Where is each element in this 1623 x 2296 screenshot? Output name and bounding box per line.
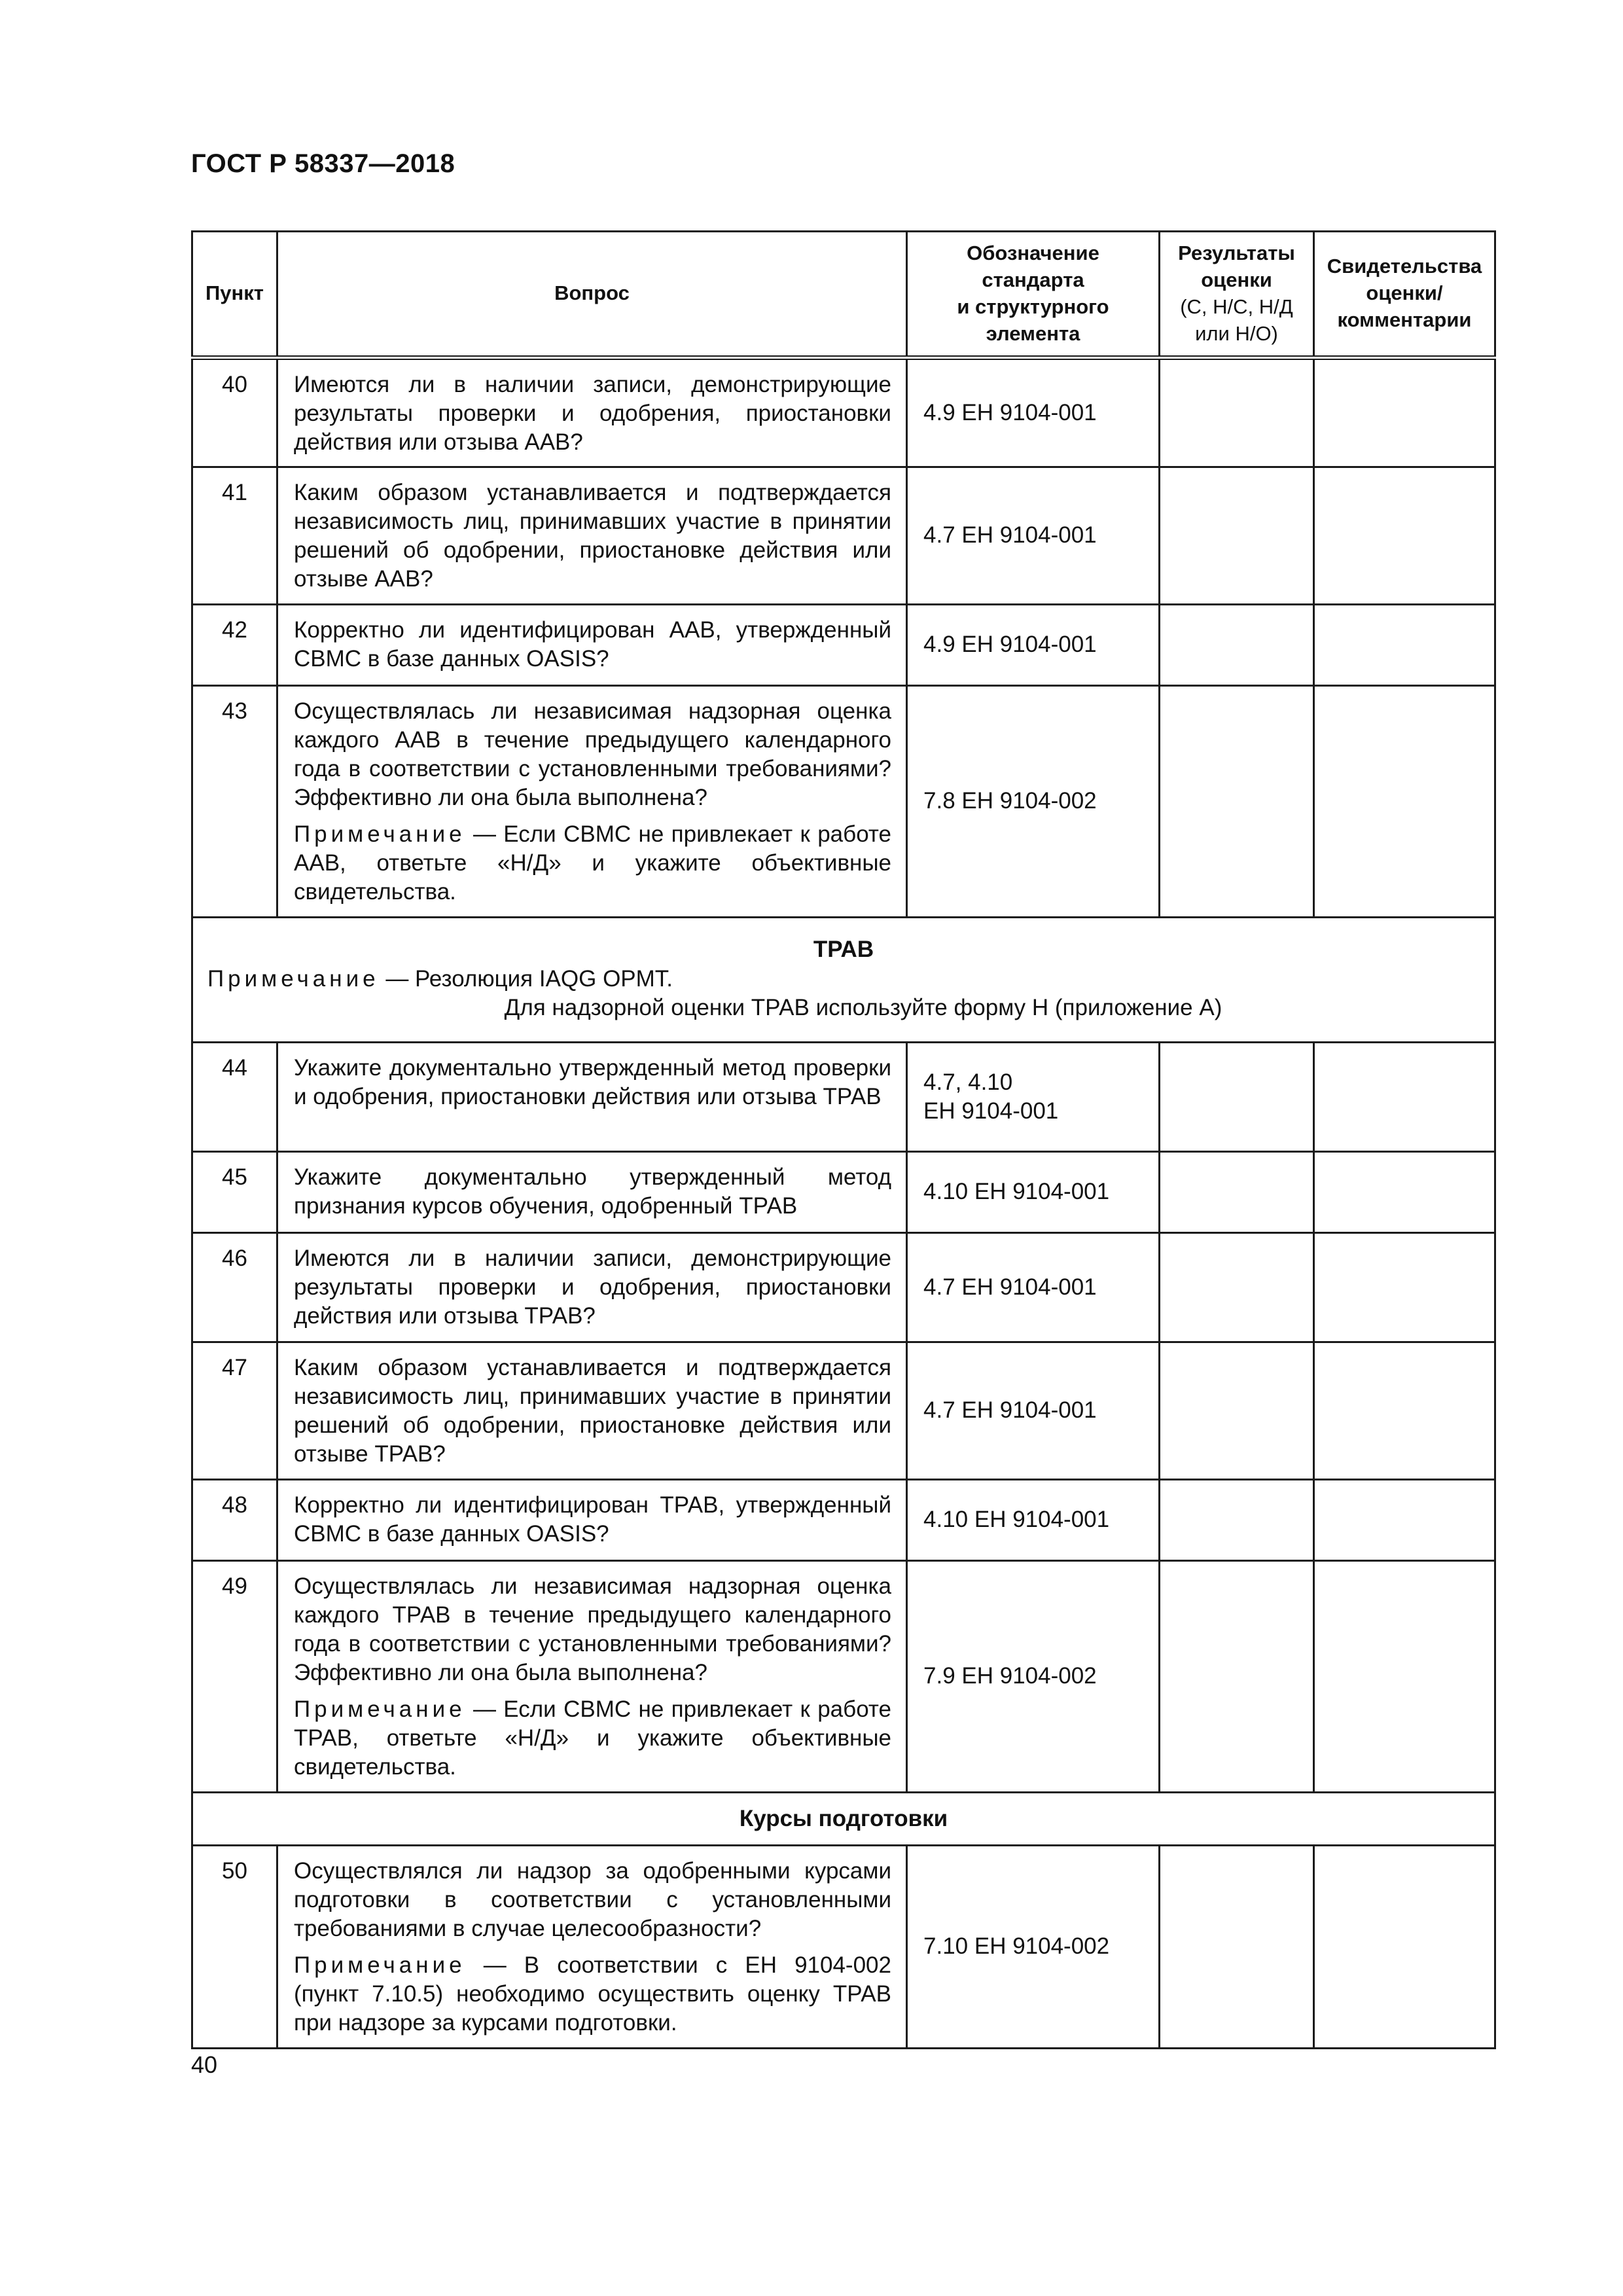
- table-row: [192, 685, 1495, 917]
- row-question: Корректно ли идентифицирован ТРАВ, утвержденный СВМС в базе данных OASIS?: [277, 1479, 907, 1560]
- row-number: 42: [192, 604, 277, 685]
- column-header-num: Пункт: [192, 232, 277, 358]
- result-cell[interactable]: [1160, 604, 1314, 685]
- section-title: ТРАВ: [813, 937, 874, 963]
- table-row: [192, 357, 1495, 467]
- column-header-result: Результаты оценки (С, Н/С, Н/Д или Н/О): [1160, 232, 1314, 358]
- note-label: Примечание: [294, 1696, 466, 1722]
- row-standard-ref: 4.10 ЕН 9104-001: [907, 1151, 1160, 1232]
- checklist-table: [191, 230, 1496, 2049]
- evidence-cell[interactable]: [1314, 1042, 1495, 1151]
- section-row-courses: [192, 1792, 1495, 1845]
- row-number: 41: [192, 467, 277, 604]
- row-standard-ref: 4.9 ЕН 9104-001: [907, 604, 1160, 685]
- row-number: 45: [192, 1151, 277, 1232]
- evidence-cell[interactable]: [1314, 1479, 1495, 1560]
- note-label: Примечание: [294, 821, 466, 847]
- result-cell[interactable]: [1160, 1232, 1314, 1342]
- result-cell[interactable]: [1160, 1042, 1314, 1151]
- table-row: [192, 1560, 1495, 1792]
- row-standard-ref: 4.7 ЕН 9104-001: [907, 467, 1160, 604]
- row-standard-ref: 4.7 ЕН 9104-001: [907, 1232, 1160, 1342]
- row-number: 49: [192, 1560, 277, 1792]
- row-question: Имеются ли в наличии записи, демонстрирующие результаты проверки и одобрения, приостановки действия или отзыва ТРАВ?: [277, 1232, 907, 1342]
- column-header-question: Вопрос: [277, 232, 907, 358]
- table-row: [192, 604, 1495, 685]
- row-question: Осуществлялась ли независимая надзорная оценка каждого ТРАВ в течение предыдущего календарного года в соответствии с установленными требованиями? Эффективно ли она была выполнена? Примечание — Если СВМС не привлекает к работе ТРАВ, ответьте «Н/Д» и укажите объективные свидетельства.: [277, 1560, 907, 1792]
- result-cell[interactable]: [1160, 357, 1314, 467]
- row-standard-ref: 7.10 ЕН 9104-002: [907, 1845, 1160, 2048]
- result-cell[interactable]: [1160, 1342, 1314, 1479]
- evidence-cell[interactable]: [1314, 1151, 1495, 1232]
- row-question: Корректно ли идентифицирован ААВ, утвержденный СВМС в базе данных OASIS?: [277, 604, 907, 685]
- table-row: [192, 467, 1495, 604]
- table-row: [192, 1232, 1495, 1342]
- row-number: 48: [192, 1479, 277, 1560]
- row-number: 40: [192, 357, 277, 467]
- note-label: Примечание: [207, 965, 380, 992]
- result-cell[interactable]: [1160, 1845, 1314, 2048]
- column-header-standard: Обозначение стандарта и структурного элемента: [907, 232, 1160, 358]
- result-cell[interactable]: [1160, 1560, 1314, 1792]
- row-standard-ref: 4.7, 4.10 ЕН 9104-001: [907, 1042, 1160, 1151]
- row-number: 44: [192, 1042, 277, 1151]
- row-number: 47: [192, 1342, 277, 1479]
- table-row: [192, 1151, 1495, 1232]
- table-row: [192, 1479, 1495, 1560]
- row-standard-ref: 4.10 ЕН 9104-001: [907, 1479, 1160, 1560]
- row-standard-ref: 4.9 ЕН 9104-001: [907, 357, 1160, 467]
- note-label: Примечание: [294, 1952, 466, 1978]
- column-header-evidence: Свидетельства оценки/ комментарии: [1314, 232, 1495, 358]
- table-header-row: [192, 232, 1495, 358]
- row-question: Укажите документально утвержденный метод проверки и одобрения, приостановки действия или отзыва ТРАВ: [277, 1042, 907, 1151]
- result-cell[interactable]: [1160, 685, 1314, 917]
- table-row: [192, 1845, 1495, 2048]
- row-number: 43: [192, 685, 277, 917]
- result-cell[interactable]: [1160, 467, 1314, 604]
- section-row-trav: [192, 917, 1495, 1042]
- evidence-cell[interactable]: [1314, 1560, 1495, 1792]
- row-question: Укажите документально утвержденный метод признания курсов обучения, одобренный ТРАВ: [277, 1151, 907, 1232]
- document-title: ГОСТ Р 58337—2018: [191, 149, 455, 178]
- evidence-cell[interactable]: [1314, 467, 1495, 604]
- page-number: 40: [191, 2051, 218, 2078]
- section-trav: ТРАВ Примечание — Резолюция IAQG OPMT. Для надзорной оценки ТРАВ используйте форму Н (приложение А): [192, 917, 1495, 1042]
- row-question: Осуществлялась ли независимая надзорная оценка каждого ААВ в течение предыдущего календарного года в соответствии с установленными требованиями? Эффективно ли она была выполнена? Примечание — Если СВМС не привлекает к работе ААВ, ответьте «Н/Д» и укажите объективные свидетельства.: [277, 685, 907, 917]
- evidence-cell[interactable]: [1314, 1845, 1495, 2048]
- result-cell[interactable]: [1160, 1151, 1314, 1232]
- evidence-cell[interactable]: [1314, 604, 1495, 685]
- table-row: [192, 1042, 1495, 1151]
- row-question: Каким образом устанавливается и подтверждается независимость лиц, принимавших участие в принятии решений об одобрении, приостановке действия или отзыве ААВ?: [277, 467, 907, 604]
- section-courses-title: Курсы подготовки: [192, 1792, 1495, 1845]
- evidence-cell[interactable]: [1314, 685, 1495, 917]
- evidence-cell[interactable]: [1314, 1232, 1495, 1342]
- row-standard-ref: 7.9 ЕН 9104-002: [907, 1560, 1160, 1792]
- row-standard-ref: 4.7 ЕН 9104-001: [907, 1342, 1160, 1479]
- evidence-cell[interactable]: [1314, 1342, 1495, 1479]
- result-cell[interactable]: [1160, 1479, 1314, 1560]
- row-question: Каким образом устанавливается и подтверждается независимость лиц, принимавших участие в принятии решений об одобрении, приостановке действия или отзыве ТРАВ?: [277, 1342, 907, 1479]
- row-number: 46: [192, 1232, 277, 1342]
- row-standard-ref: 7.8 ЕН 9104-002: [907, 685, 1160, 917]
- table-row: [192, 1342, 1495, 1479]
- row-question: Имеются ли в наличии записи, демонстрирующие результаты проверки и одобрения, приостановки действия или отзыва ААВ?: [277, 357, 907, 467]
- evidence-cell[interactable]: [1314, 357, 1495, 467]
- row-number: 50: [192, 1845, 277, 2048]
- row-question: Осуществлялся ли надзор за одобренными курсами подготовки в соответствии с установленными требованиями в случае целесообразности? Примечание — В соответствии с ЕН 9104-002 (пункт 7.10.5) необходимо осуществить оценку ТРАВ при надзоре за курсами подготовки.: [277, 1845, 907, 2048]
